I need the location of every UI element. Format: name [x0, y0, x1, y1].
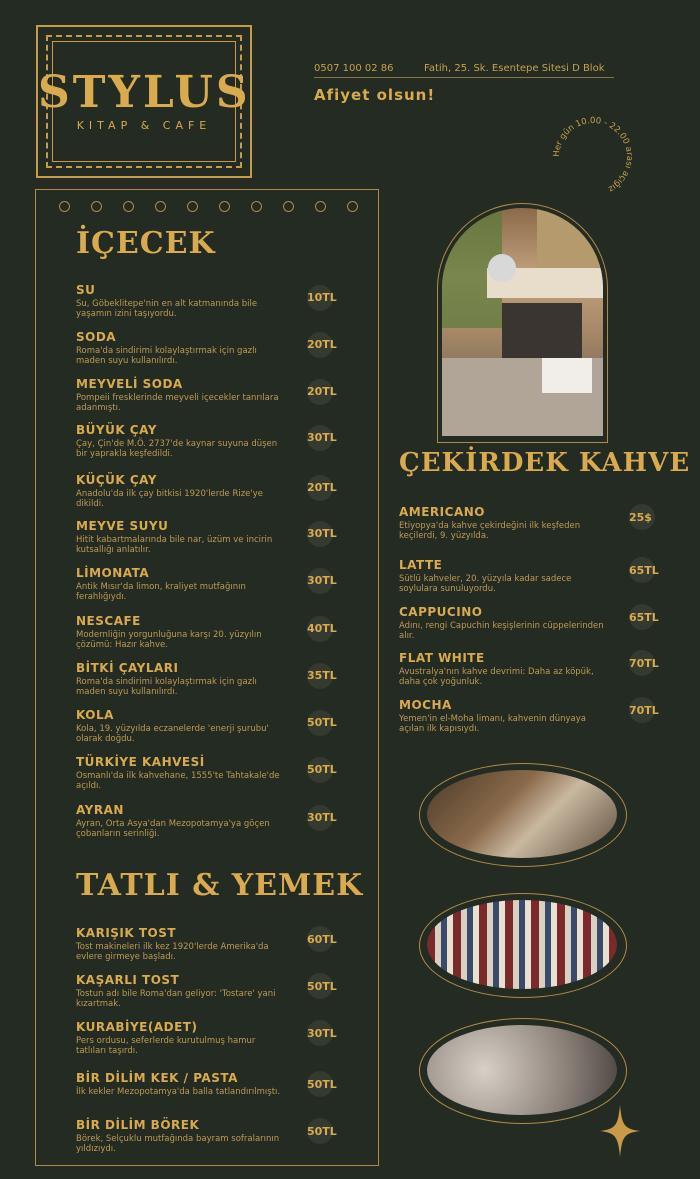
menu-item-description: Sütlü kahveler, 20. yüzyıla kadar sadece soylulara sunuluyordu.: [399, 574, 572, 594]
menu-item-description: Pers ordusu, seferlerde kurutulmuş hamur tatlıları taşırdı.: [76, 1036, 256, 1056]
cafe-storefront-photo: [442, 208, 603, 436]
panel-hole: [315, 201, 326, 212]
panel-hole: [347, 201, 358, 212]
opening-hours-text: Her gün 10.00 - 22.00 arası açığız: [551, 115, 635, 194]
menu-item-price: 30TL: [307, 574, 337, 587]
menu-item-price: 35TL: [307, 669, 337, 682]
menu-item-name: LATTE: [399, 558, 443, 572]
menu-item-name: KOLA: [76, 708, 114, 722]
menu-item-price: 50TL: [307, 1078, 337, 1091]
menu-item-name: AYRAN: [76, 803, 124, 817]
menu-item-price: 50TL: [307, 980, 337, 993]
menu-item-price: 70TL: [629, 657, 659, 670]
menu-item-name: MOCHA: [399, 698, 452, 712]
menu-item-description: Antik Mısır'da limon, kraliyet mutfağının ferahlığıydı.: [76, 582, 246, 602]
greeting: Afiyet olsun!: [314, 86, 436, 104]
menu-item-price: 30TL: [307, 431, 337, 444]
panel-hole: [219, 201, 230, 212]
menu-item-name: NESCAFE: [76, 614, 141, 628]
menu-item-name: BİR DİLİM BÖREK: [76, 1118, 200, 1132]
menu-item-price: 20TL: [307, 481, 337, 494]
section-title-icecek: İÇECEK: [76, 226, 216, 261]
menu-item-description: Çay, Çin'de M.Ö. 2737'de kaynar suyuna düşen bir yaprakla keşfedildi.: [76, 439, 278, 459]
menu-item: [399, 651, 639, 687]
menu-item-description: Su, Göbeklitepe'nin en alt katmanında bile yaşamın izini taşıyordu.: [76, 299, 258, 319]
menu-item-name: SODA: [76, 330, 117, 344]
philosopher-busts-photo: [427, 1025, 617, 1115]
menu-item-name: LİMONATA: [76, 566, 150, 580]
menu-item: [399, 558, 639, 594]
menu-item-name: KAŞARLI TOST: [76, 973, 180, 987]
menu-item-description: Modernliğin yorgunluğuna karşı 20. yüzyılın çözümü: Hazır kahve.: [76, 630, 262, 650]
menu-item-price: 25$: [629, 511, 652, 524]
panel-hole: [283, 201, 294, 212]
menu-item-description: Tostun adı bile Roma'dan geliyor: 'Tostare' yani kızartmak.: [76, 989, 276, 1009]
opening-hours-badge: [548, 112, 638, 202]
menu-item-price: 70TL: [629, 704, 659, 717]
menu-item-name: MEYVE SUYU: [76, 519, 169, 533]
panel-hole: [155, 201, 166, 212]
menu-item-description: İlk kekler Mezopotamya'da balla tatlandırılmıştı.: [76, 1087, 281, 1097]
menu-item-price: 30TL: [307, 527, 337, 540]
menu-item-name: AMERICANO: [399, 505, 485, 519]
panel-hole: [123, 201, 134, 212]
address: Fatih, 25. Sk. Esentepe Sitesi D Blok: [424, 63, 605, 74]
menu-item-description: Börek, Selçuklu mutfağında bayram sofralarının yıldızıydı.: [76, 1134, 280, 1154]
header-divider: [314, 77, 614, 78]
menu-item-price: 30TL: [307, 811, 337, 824]
menu-item-price: 50TL: [307, 1125, 337, 1138]
menu-item-description: Hitit kabartmalarında bile nar, üzüm ve incirin kutsallığı anlatılır.: [76, 535, 273, 555]
menu-item-description: Avustralya'nın kahve devrimi: Daha az köpük, daha çok yoğunluk.: [399, 667, 594, 687]
menu-item-name: KARIŞIK TOST: [76, 926, 177, 940]
menu-item-name: KURABİYE(ADET): [76, 1020, 198, 1034]
section-title-cekirdek-kahve: ÇEKİRDEK KAHVE: [399, 448, 691, 478]
menu-item-description: Ayran, Orta Asya'dan Mezopotamya'ya göçen çobanların serinliği.: [76, 819, 270, 839]
logo-title: STYLUS: [38, 67, 251, 118]
menu-item-name: CAPPUCINO: [399, 605, 483, 619]
section-title-tatli-yemek: TATLI & YEMEK: [76, 868, 364, 903]
menu-item-description: Osmanlı'da ilk kahvehane, 1555'te Tahtakale'de açıldı.: [76, 771, 280, 791]
menu-item-name: FLAT WHITE: [399, 651, 485, 665]
panel-hole: [187, 201, 198, 212]
panel-hole: [59, 201, 70, 212]
menu-item-price: 20TL: [307, 385, 337, 398]
menu-item-description: Tost makineleri ilk kez 1920'lerde Amerika'da evlere girmeye başladı.: [76, 942, 269, 962]
menu-item-name: BİR DİLİM KEK / PASTA: [76, 1071, 238, 1085]
menu-item-description: Adını, rengi Capuchin keşişlerinin cüppelerinden alır.: [399, 621, 604, 641]
menu-item-name: TÜRKİYE KAHVESİ: [76, 755, 205, 769]
menu-item-price: 30TL: [307, 1027, 337, 1040]
library-photo: [427, 770, 617, 858]
menu-item-name: BÜYÜK ÇAY: [76, 423, 157, 437]
menu-item-price: 20TL: [307, 338, 337, 351]
menu-item-description: Roma'da sindirimi kolaylaştırmak için gazlı maden suyu kullanılırdı.: [76, 346, 257, 366]
menu-item-description: Yemen'in el-Moha limanı, kahvenin dünyaya açılan ilk kapısıydı.: [399, 714, 586, 734]
menu-item-name: MEYVELİ SODA: [76, 377, 183, 391]
panel-hole: [251, 201, 262, 212]
menu-item-name: BİTKİ ÇAYLARI: [76, 661, 179, 675]
svg-text:Her gün 10.00 - 22.00 arası aç: [552, 116, 634, 194]
menu-item-price: 10TL: [307, 291, 337, 304]
menu-item: [399, 505, 639, 541]
menu-item-description: Roma'da sindirimi kolaylaştırmak için gazlı maden suyu kullanılırdı.: [76, 677, 257, 697]
sparkle-icon: [600, 1105, 640, 1157]
logo-subtitle: KITAP & CAFE: [76, 119, 212, 132]
menu-item-price: 65TL: [629, 564, 659, 577]
menu-item-price: 40TL: [307, 622, 337, 635]
menu-item-price: 60TL: [307, 933, 337, 946]
menu-item-price: 50TL: [307, 716, 337, 729]
logo: [36, 25, 252, 178]
menu-item-description: Kola, 19. yüzyılda eczanelerde 'enerji şurubu' olarak doğdu.: [76, 724, 269, 744]
menu-item-description: Pompeii fresklerinde meyveli içecekler tanrılara adanmıştı.: [76, 393, 279, 413]
menu-item: [399, 698, 639, 734]
menu-item-description: Etiyopya'da kahve çekirdeğini ilk keşfeden keçilerdi, 9. yüzyılda.: [399, 521, 581, 541]
menu-item-name: SU: [76, 283, 96, 297]
menu-item-description: Anadolu'da ilk çay bitkisi 1920'lerde Rize'ye dikildi.: [76, 489, 264, 509]
phone-number: 0507 100 02 86: [314, 63, 394, 74]
bookshelf-photo: [427, 900, 617, 989]
panel-hole: [91, 201, 102, 212]
menu-item-name: KÜÇÜK ÇAY: [76, 473, 157, 487]
menu-item: [399, 605, 639, 641]
menu-item-price: 50TL: [307, 763, 337, 776]
menu-item-price: 65TL: [629, 611, 659, 624]
